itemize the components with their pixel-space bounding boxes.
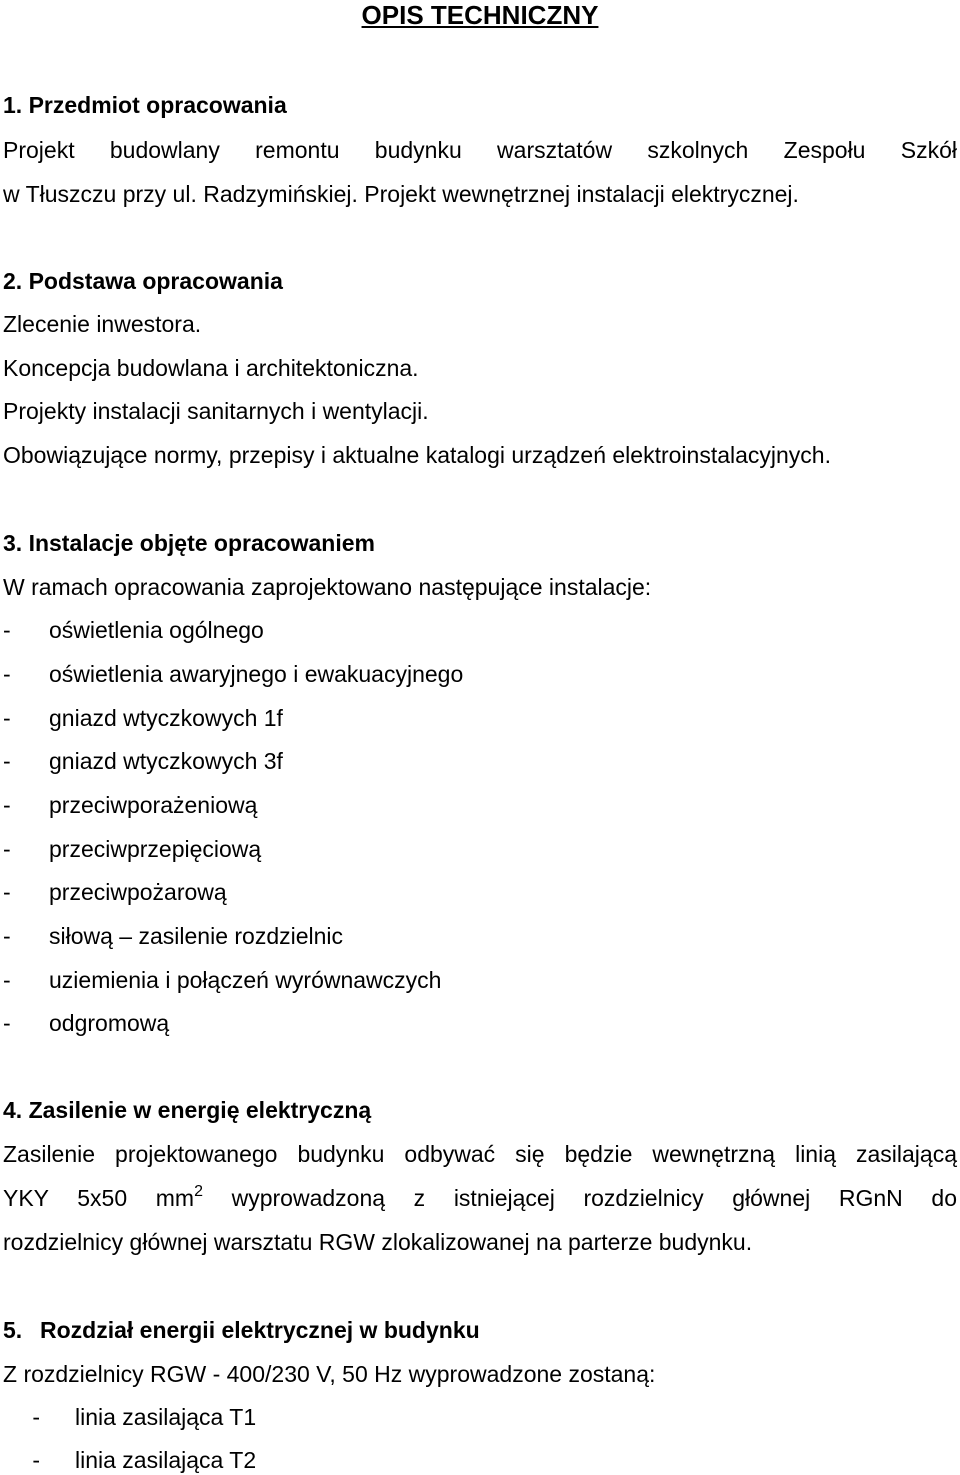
list-item-text: przeciwprzepięciową bbox=[49, 836, 262, 862]
section-4-paragraph-line-1: Zasilenie projektowanego budynku odbywać się będzie wewnętrzną linią zasilającą bbox=[3, 1141, 957, 1167]
list-item-text: przeciwpożarową bbox=[49, 879, 227, 905]
list-bullet: - bbox=[3, 705, 11, 731]
document-title-text: OPIS TECHNICZNY bbox=[361, 0, 599, 30]
document-title bbox=[0, 0, 960, 32]
section-5-heading bbox=[3, 1315, 480, 1345]
section-3-list-item bbox=[3, 965, 441, 995]
superscript-squared: 2 bbox=[194, 1183, 203, 1200]
section-3-list-item bbox=[3, 703, 283, 733]
section-5-list-item bbox=[3, 1445, 256, 1475]
section-5-number: 5. bbox=[3, 1317, 23, 1343]
list-item-text: linia zasilająca T2 bbox=[75, 1447, 257, 1473]
section-3-list-item bbox=[3, 921, 343, 951]
list-bullet: - bbox=[3, 836, 11, 862]
list-bullet: - bbox=[32, 1404, 40, 1430]
list-bullet: - bbox=[3, 1010, 11, 1036]
list-bullet: - bbox=[3, 967, 11, 993]
section-5-intro: Z rozdzielnicy RGW - 400/230 V, 50 Hz wyprowadzone zostaną: bbox=[3, 1361, 656, 1387]
section-2-item: Obowiązujące normy, przepisy i aktualne katalogi urządzeń elektroinstalacyjnych. bbox=[3, 442, 831, 468]
section-2-item: Projekty instalacji sanitarnych i wentylacji. bbox=[3, 398, 429, 424]
section-4-heading: 4. Zasilenie w energię elektryczną bbox=[3, 1097, 372, 1123]
section-5-heading-text: Rozdział energii elektrycznej w budynku bbox=[40, 1317, 480, 1343]
list-item-text: oświetlenia awaryjnego i ewakuacyjnego bbox=[49, 661, 464, 687]
section-3-heading: 3. Instalacje objęte opracowaniem bbox=[3, 530, 375, 556]
section-3-list-item bbox=[3, 834, 261, 864]
section-3-intro: W ramach opracowania zaprojektowano następujące instalacje: bbox=[3, 574, 652, 600]
list-bullet: - bbox=[3, 879, 11, 905]
list-item-text: linia zasilająca T1 bbox=[75, 1404, 257, 1430]
section-2-item: Koncepcja budowlana i architektoniczna. bbox=[3, 355, 419, 381]
section-1-paragraph-line-1: Projekt budowlany remontu budynku warsztatów szkolnych Zespołu Szkół bbox=[3, 137, 957, 163]
section-2-heading: 2. Podstawa opracowania bbox=[3, 268, 283, 294]
section-1-paragraph-line-2: w Tłuszczu przy ul. Radzymińskiej. Projekt wewnętrznej instalacji elektrycznej. bbox=[3, 181, 799, 207]
list-item-text: oświetlenia ogólnego bbox=[49, 617, 264, 643]
list-bullet: - bbox=[3, 661, 11, 687]
list-item-text: siłową – zasilenie rozdzielnic bbox=[49, 923, 344, 949]
section-3-list-item bbox=[3, 615, 264, 645]
list-item-text: odgromową bbox=[49, 1010, 170, 1036]
section-2-item: Zlecenie inwestora. bbox=[3, 311, 202, 337]
list-bullet: - bbox=[3, 617, 11, 643]
list-item-text: uziemienia i połączeń wyrównawczych bbox=[49, 967, 442, 993]
section-4-line-2-rest: wyprowadzoną z istniejącej rozdzielnicy głównej RGnN do bbox=[231, 1185, 957, 1211]
list-item-text: przeciwporażeniową bbox=[49, 792, 258, 818]
section-3-list-item bbox=[3, 877, 227, 907]
list-bullet: - bbox=[3, 923, 11, 949]
list-bullet: - bbox=[3, 748, 11, 774]
section-3-list-item bbox=[3, 746, 283, 776]
cable-spec-text: YKY 5x50 mm bbox=[3, 1185, 195, 1211]
list-item-text: gniazd wtyczkowych 1f bbox=[49, 705, 283, 731]
section-3-list-item bbox=[3, 1008, 169, 1038]
list-bullet: - bbox=[32, 1447, 40, 1473]
list-bullet: - bbox=[3, 792, 11, 818]
section-1-heading: 1. Przedmiot opracowania bbox=[3, 92, 287, 118]
list-item-text: gniazd wtyczkowych 3f bbox=[49, 748, 283, 774]
section-5-list-item bbox=[3, 1402, 256, 1432]
section-4-paragraph-line-2 bbox=[3, 1183, 957, 1213]
section-4-paragraph-line-3: rozdzielnicy głównej warsztatu RGW zlokalizowanej na parterze budynku. bbox=[3, 1229, 753, 1255]
section-3-list-item bbox=[3, 659, 463, 689]
section-3-list-item bbox=[3, 790, 257, 820]
